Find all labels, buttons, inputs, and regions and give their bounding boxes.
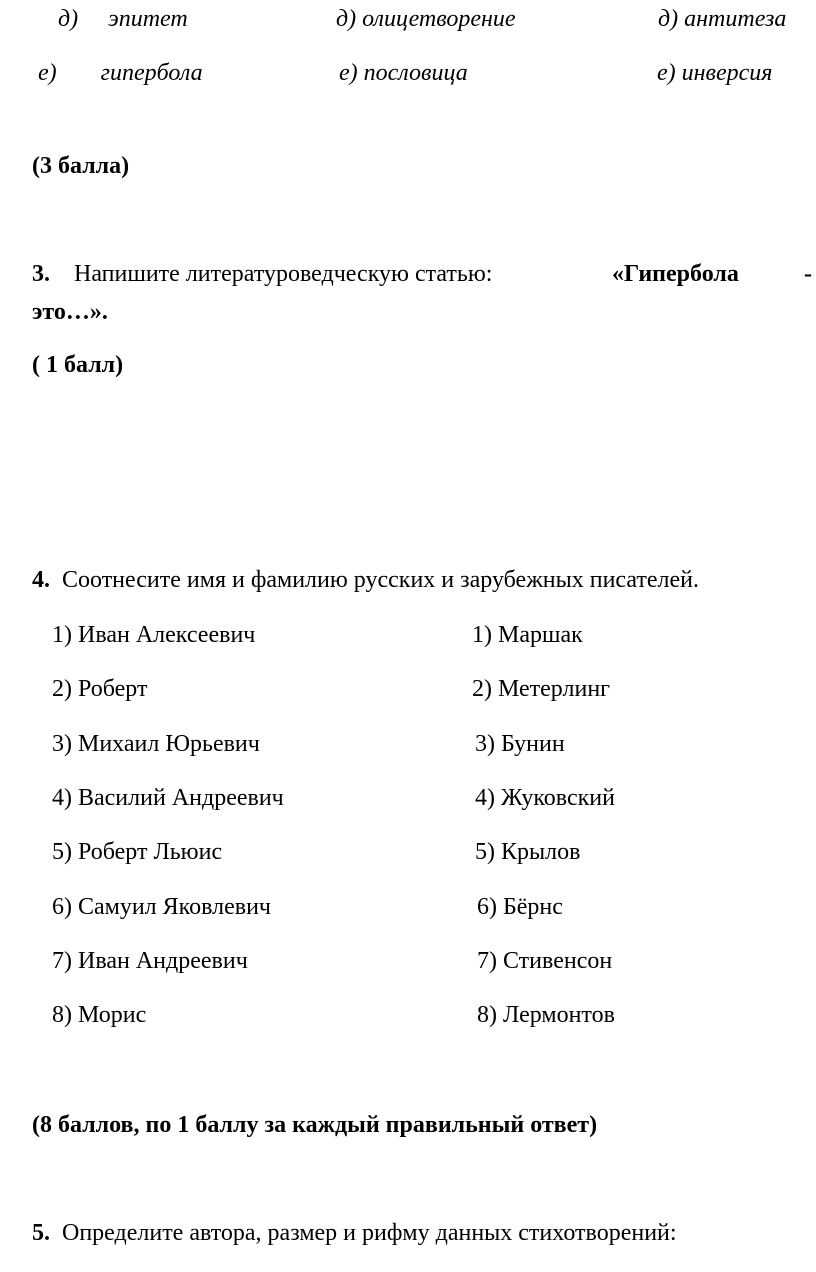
name-item: 8) Морис: [52, 1002, 147, 1028]
option-text: эпитет: [108, 6, 188, 32]
score-q2: (3 балла): [32, 153, 130, 179]
score-q3: ( 1 балл): [32, 352, 124, 378]
question-number: 5.: [32, 1220, 50, 1246]
question-text: Напишите литературоведческую статью:: [74, 261, 493, 287]
question-text: Определите автора, размер и рифму данных стихотворений:: [62, 1220, 677, 1246]
surname-item: 6) Бёрнс: [477, 894, 563, 920]
question-bold-part: «Гипербола: [612, 261, 739, 287]
name-item: 6) Самуил Яковлевич: [52, 894, 271, 920]
name-item: 4) Василий Андреевич: [52, 785, 284, 811]
question-number: 3.: [32, 261, 50, 287]
option-text: гипербола: [100, 60, 203, 86]
name-item: 3) Михаил Юрьевич: [52, 731, 260, 757]
question-5-heading: [32, 1221, 677, 1245]
name-item: 1) Иван Алексеевич: [52, 622, 256, 648]
name-item: 2) Роберт: [52, 676, 148, 702]
surname-item: 1) Маршак: [472, 622, 583, 648]
surname-item: 7) Стивенсон: [477, 948, 613, 974]
option-letter: е): [38, 60, 57, 86]
option-d-epithet: [58, 7, 188, 31]
question-3-line1: [32, 262, 816, 286]
option-e-hyperbole: [38, 61, 203, 85]
name-item: 5) Роберт Льюис: [52, 839, 223, 865]
option-d-antithesis: д) антитеза: [658, 6, 787, 32]
surname-item: 2) Метерлинг: [472, 676, 610, 702]
option-e-proverb: е) пословица: [339, 60, 468, 86]
score-q4: (8 баллов, по 1 баллу за каждый правильный ответ): [32, 1112, 598, 1138]
surname-item: 8) Лермонтов: [477, 1002, 615, 1028]
option-e-inversion: е) инверсия: [657, 60, 773, 86]
question-text: Соотнесите имя и фамилию русских и зарубежных писателей.: [62, 567, 700, 593]
surname-item: 4) Жуковский: [475, 785, 615, 811]
option-d-personification: д) олицетворение: [336, 6, 516, 32]
surname-item: 3) Бунин: [475, 731, 565, 757]
name-item: 7) Иван Андреевич: [52, 948, 248, 974]
surname-item: 5) Крылов: [475, 839, 581, 865]
question-4-heading: [32, 568, 699, 592]
option-letter: д): [58, 6, 79, 32]
question-number: 4.: [32, 567, 50, 593]
question-3-line2: это…».: [32, 299, 108, 325]
question-dash: -: [804, 261, 812, 287]
